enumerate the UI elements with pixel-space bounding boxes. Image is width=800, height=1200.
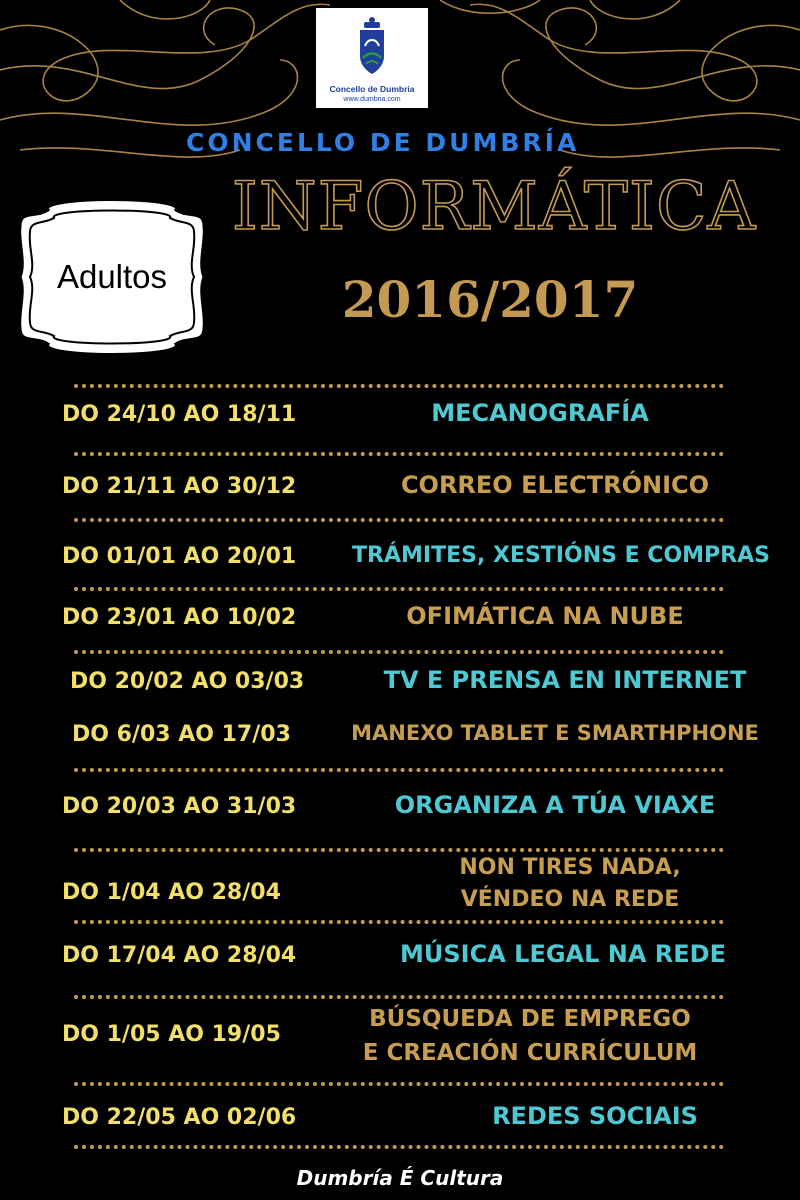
course-topic-line1: BÚSQUEDA DE EMPREGO: [369, 1006, 691, 1032]
municipality-logo: [316, 8, 428, 108]
divider: [74, 452, 724, 456]
logo-name: Concello de Dumbria: [329, 84, 415, 94]
course-topic: TV E PRENSA EN INTERNET: [383, 666, 747, 694]
course-topic: TRÁMITES, XESTIÓNS E COMPRAS: [352, 543, 770, 568]
course-dates: DO 23/01 AO 10/02: [62, 605, 297, 630]
course-dates: DO 24/10 AO 18/11: [62, 402, 297, 427]
divider: [74, 995, 724, 999]
page-title: INFORMÁTICA: [231, 168, 757, 245]
course-topic-line2: E CREACIÓN CURRÍCULUM: [362, 1040, 698, 1066]
footer-slogan: Dumbría É Cultura: [296, 1166, 504, 1190]
course-dates: DO 01/01 AO 20/01: [62, 544, 297, 569]
course-topic: MANEXO TABLET E SMARTHPHONE: [351, 721, 759, 745]
logo-url: www.dumbria.com: [343, 96, 401, 103]
course-dates: DO 1/04 AO 28/04: [62, 880, 281, 905]
course-dates: DO 22/05 AO 02/06: [62, 1105, 297, 1130]
course-topic-line1: NON TIRES NADA,: [459, 855, 681, 880]
course-topic: REDES SOCIAIS: [492, 1102, 698, 1130]
divider: [74, 587, 724, 591]
divider: [74, 920, 724, 924]
course-dates: DO 20/02 AO 03/03: [70, 669, 305, 694]
course-dates: DO 21/11 AO 30/12: [62, 474, 297, 499]
organization-name: CONCELLO DE DUMBRÍA: [186, 128, 580, 157]
divider: [74, 384, 724, 388]
audience-badge: Adultos: [56, 258, 168, 295]
divider: [74, 1145, 724, 1149]
course-dates: DO 6/03 AO 17/03: [72, 722, 291, 747]
course-topic-line2: VÉNDEO NA REDE: [460, 887, 680, 912]
divider: [74, 518, 724, 522]
divider: [74, 768, 724, 772]
course-topic: OFIMÁTICA NA NUBE: [406, 602, 684, 630]
school-year: 2016/2017: [341, 270, 639, 329]
divider: [74, 650, 724, 654]
course-topic: MECANOGRAFÍA: [431, 399, 649, 427]
course-topic: CORREO ELECTRÓNICO: [400, 471, 710, 499]
coat-of-arms-icon: [316, 8, 428, 82]
divider: [74, 1082, 724, 1086]
course-topic: ORGANIZA A TÚA VIAXE: [394, 791, 716, 819]
course-dates: DO 17/04 AO 28/04: [62, 943, 297, 968]
course-dates: DO 1/05 AO 19/05: [62, 1022, 281, 1047]
course-dates: DO 20/03 AO 31/03: [62, 794, 297, 819]
course-topic: MÚSICA LEGAL NA REDE: [400, 940, 726, 968]
